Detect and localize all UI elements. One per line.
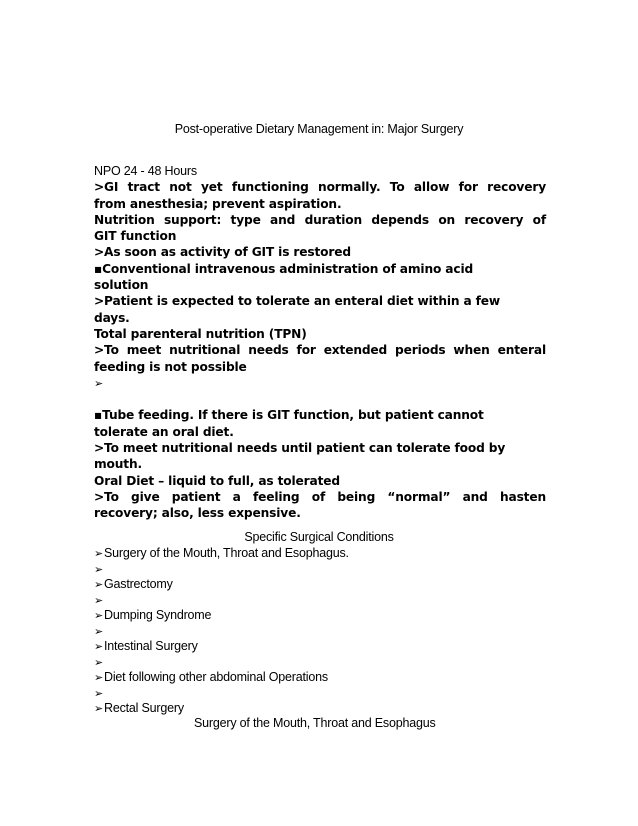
- arrow-bullet-icon: ➢: [94, 671, 104, 684]
- list-item: [94, 593, 554, 609]
- body-line: >GI tract not yet functioning normally. To allow for recovery: [94, 180, 546, 195]
- list-item: [94, 562, 554, 578]
- body-line: days.: [94, 310, 130, 325]
- body-line: >Patient is expected to tolerate an enteral diet within a few: [94, 294, 501, 309]
- list-item: [94, 624, 554, 640]
- list-item: ➢Rectal Surgery: [94, 701, 184, 715]
- list-item: [94, 655, 554, 671]
- subsection-heading: Surgery of the Mouth, Throat and Esophagus: [194, 716, 436, 730]
- body-line: GIT function: [94, 229, 177, 244]
- arrow-bullet-icon: ➢: [94, 593, 104, 607]
- document-title: Post-operative Dietary Management in: Major Surgery: [174, 122, 464, 136]
- body-line: solution: [94, 278, 149, 293]
- arrow-bullet-icon: ➢: [94, 376, 104, 390]
- arrow-bullet-icon: ➢: [94, 655, 104, 669]
- arrow-bullet-icon: ➢: [94, 686, 104, 700]
- arrow-bullet-icon: ➢: [94, 640, 104, 653]
- body-line: mouth.: [94, 457, 142, 472]
- npo-line: NPO 24 - 48 Hours: [94, 164, 197, 178]
- body-line: from anesthesia; prevent aspiration.: [94, 196, 342, 211]
- body-line: Nutrition support: type and duration depends on recovery of: [94, 212, 546, 227]
- square-bullet-icon: ▪: [94, 261, 103, 276]
- list-item: ➢Gastrectomy: [94, 577, 173, 591]
- section-heading: Specific Surgical Conditions: [244, 530, 394, 544]
- body-line: feeding is not possible: [94, 359, 247, 374]
- body-line: [94, 375, 546, 391]
- square-bullet-icon: ▪: [94, 408, 103, 423]
- list-item: ➢Dumping Syndrome: [94, 608, 212, 622]
- body-text: [94, 163, 546, 522]
- body-line: recovery; also, less expensive.: [94, 506, 301, 521]
- body-line: >As soon as activity of GIT is restored: [94, 245, 351, 260]
- arrow-bullet-icon: ➢: [94, 547, 104, 560]
- body-line: Oral Diet – liquid to full, as tolerated: [94, 473, 340, 488]
- arrow-bullet-icon: ➢: [94, 702, 104, 715]
- body-line: >To meet nutritional needs for extended periods when enteral: [94, 343, 546, 358]
- arrow-bullet-icon: ➢: [94, 624, 104, 638]
- body-line: tolerate an oral diet.: [94, 424, 234, 439]
- list-item: [94, 686, 554, 702]
- list-item: ➢Surgery of the Mouth, Throat and Esophagus.: [94, 546, 349, 560]
- body-line: Total parenteral nutrition (TPN): [94, 326, 307, 341]
- list-item: ➢Intestinal Surgery: [94, 639, 198, 653]
- arrow-bullet-icon: ➢: [94, 562, 104, 576]
- arrow-bullet-icon: ➢: [94, 609, 104, 622]
- body-line: >To give patient a feeling of being “normal” and hasten: [94, 489, 546, 504]
- body-line: ▪Tube feeding. If there is GIT function, but patient cannot: [94, 408, 484, 423]
- body-line: >To meet nutritional needs until patient can tolerate food by: [94, 441, 506, 456]
- conditions-list: [94, 546, 554, 717]
- arrow-bullet-icon: ➢: [94, 578, 104, 591]
- spacer: [94, 391, 546, 407]
- list-item: ➢Diet following other abdominal Operations: [94, 670, 328, 684]
- body-line: ▪Conventional intravenous administration of amino acid: [94, 261, 474, 276]
